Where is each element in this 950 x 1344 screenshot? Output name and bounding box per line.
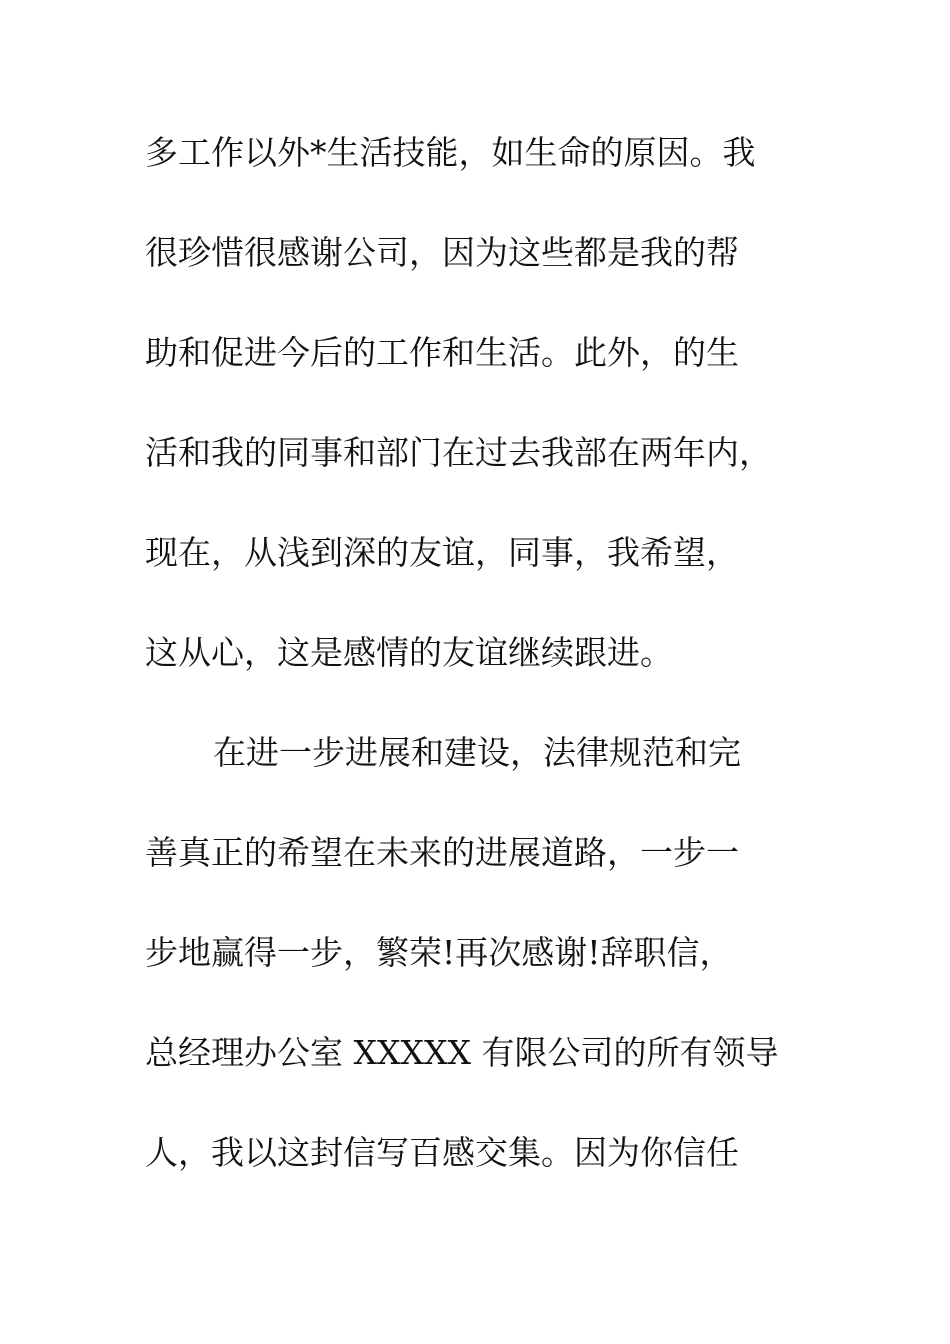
text-line: 很珍惜很感谢公司，因为这些都是我的帮: [145, 233, 739, 272]
text-line: 总经理办公室 XXXXX 有限公司的所有领导: [145, 1033, 779, 1072]
document-body: [145, 125, 825, 1225]
text-line: 步地赢得一步，繁荣!再次感谢!辞职信，: [145, 933, 733, 972]
text-line: 活和我的同事和部门在过去我部在两年内，: [145, 433, 772, 472]
text-line: 现在，从浅到深的友谊，同事，我希望，: [145, 533, 739, 572]
paragraph-start-line: 在进一步进展和建设，法律规范和完: [213, 733, 741, 772]
text-line: 多工作以外*生活技能，如生命的原因。我: [145, 133, 756, 172]
text-line: 助和促进今后的工作和生活。此外，的生: [145, 333, 739, 372]
text-line: 善真正的希望在未来的进展道路，一步一: [145, 833, 739, 872]
text-line: 这从心，这是感情的友谊继续跟进。: [145, 633, 673, 672]
text-line: 人，我以这封信写百感交集。因为你信任: [145, 1133, 739, 1172]
